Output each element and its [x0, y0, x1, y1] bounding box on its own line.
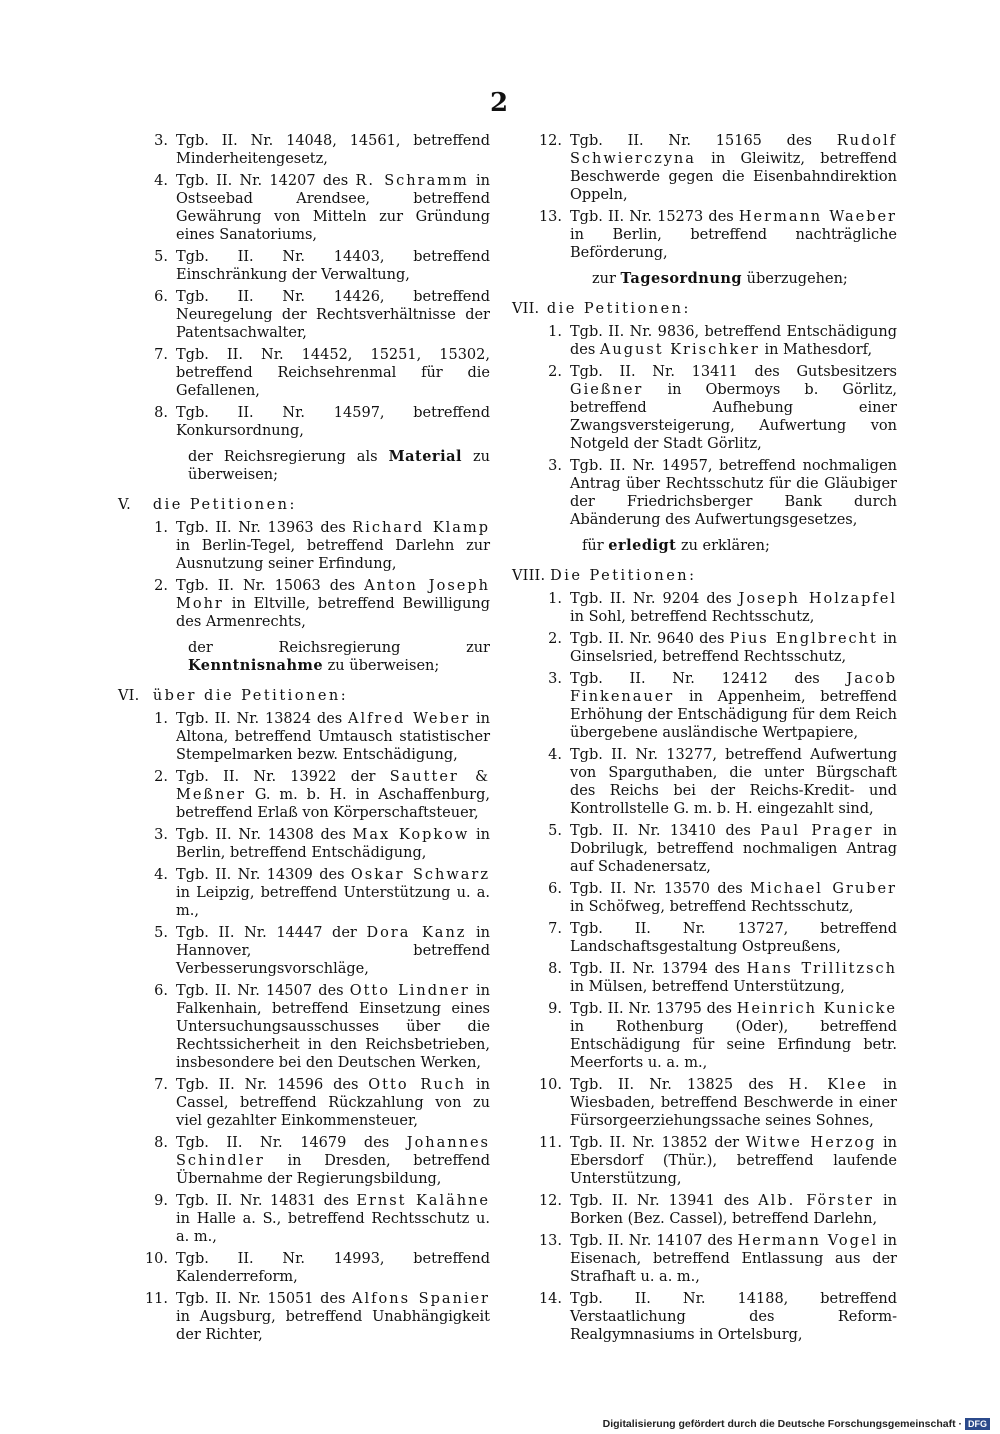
item-text: Tgb. II. Nr. 14597, betreffend Konkursordnung,: [176, 405, 490, 439]
item-number: 7.: [548, 921, 562, 937]
petition-item: [512, 457, 897, 529]
item-number: 11.: [538, 1135, 562, 1151]
petitioner-name: Heinrich Kunicke: [736, 1001, 897, 1017]
item-text-continued: in Falkenhain, betreffend Einsetzung eines Untersuchungsausschusses über die Rechtssicherheit in den Reichsbetrieben, insbesondere bei den Deutschen Werken,: [176, 983, 490, 1071]
petitioner-name: Anton Joseph Mohr: [176, 578, 490, 612]
petitioner-name: Sautter & Meßner: [176, 769, 490, 803]
petition-item: [118, 404, 490, 440]
item-text-continued: in Berlin, betreffend nachträgliche Beförderung,: [570, 227, 897, 261]
petition-item: [512, 670, 897, 742]
dfg-logo: DFG: [965, 1418, 990, 1430]
conclusion-tagesordnung: zur Tagesordnung überzugehen;: [592, 270, 848, 287]
conclusion-material: der Reichsregierung als Material zu überweisen;: [188, 448, 490, 483]
item-number: 2.: [548, 364, 562, 380]
section-v-heading: V. die Petitionen:: [118, 497, 297, 513]
petition-item: [118, 1290, 490, 1344]
footer-text: Digitalisierung gefördert durch die Deutsche Forschungsgemeinschaft ·: [602, 1418, 962, 1430]
petitioner-name: Hans Trillitzsch: [746, 961, 897, 977]
item-text: Tgb. II. Nr. 13922 der: [176, 769, 390, 785]
right-first-items: [512, 132, 897, 262]
petitioner-name: Dora Kanz: [366, 925, 467, 941]
item-number: 7.: [154, 347, 168, 363]
item-text: Tgb. II. Nr. 9836, betreffend Entschädigung des: [570, 324, 897, 358]
petition-item: [118, 1192, 490, 1246]
petition-item: [118, 768, 490, 822]
item-number: 8.: [154, 1135, 168, 1151]
conclusion-erledigt: für erledigt zu erklären;: [582, 537, 770, 554]
petitioner-name: Jacob Finkenauer: [570, 671, 897, 705]
petition-item: [512, 1134, 897, 1188]
petition-item: [118, 1134, 490, 1188]
item-text-continued: in Sohl, betreffend Rechtsschutz,: [570, 609, 815, 625]
item-text: Tgb. II. Nr. 13794 des: [570, 961, 747, 977]
item-text: Tgb. II. Nr. 13941 des: [570, 1193, 759, 1209]
item-text-continued: in Leipzig, betreffend Unterstützung u. a. m.,: [176, 885, 490, 919]
item-text: Tgb. II. Nr. 13963 des: [176, 520, 353, 536]
item-number: 1.: [154, 711, 168, 727]
section-vi-heading: VI. über die Petitionen:: [118, 688, 349, 704]
item-text-continued: in Gleiwitz, betreffend Beschwerde gegen die Eisenbahndirektion Oppeln,: [570, 151, 897, 203]
item-number: 5.: [548, 823, 562, 839]
petition-item: [512, 132, 897, 204]
item-number: 4.: [154, 173, 168, 189]
item-text: Tgb. II. Nr. 13411 des Gutsbesitzers: [570, 364, 897, 380]
item-text: Tgb. II. Nr. 13410 des: [570, 823, 761, 839]
petition-item: [512, 208, 897, 262]
section-vi-items: [118, 710, 490, 1344]
item-text-continued: G. m. b. H. in Aschaffenburg, betreffend Erlaß von Körperschaftsteuer,: [176, 787, 490, 821]
item-text: Tgb. II. Nr. 13852 der: [570, 1135, 746, 1151]
petition-item: [118, 346, 490, 400]
item-text: Tgb. II. Nr. 13825 des: [570, 1077, 789, 1093]
petitioner-name: R. Schramm: [355, 173, 469, 189]
right-column: [512, 132, 897, 1348]
petition-item: [512, 920, 897, 956]
item-text: Tgb. II. Nr. 9204 des: [570, 591, 739, 607]
item-text-continued: in Obermoys b. Görlitz, betreffend Aufhebung einer Zwangsversteigerung, Aufwertung von Notgeld der Stadt Görlitz,: [570, 382, 897, 452]
petitioner-name: Otto Ruch: [368, 1077, 467, 1093]
item-text-continued: in Mülsen, betreffend Unterstützung,: [570, 979, 845, 995]
petitioner-name: Michael Gruber: [750, 881, 897, 897]
item-text: Tgb. II. Nr. 9640 des: [570, 631, 730, 647]
petition-item: [512, 1232, 897, 1286]
item-text: Tgb. II. Nr. 14308 des: [176, 827, 353, 843]
item-number: 13.: [538, 209, 562, 225]
petition-item: [512, 960, 897, 996]
item-number: 12.: [538, 1193, 562, 1209]
section-viii-heading: VIII. Die Petitionen:: [512, 568, 697, 584]
petitioner-name: Hermann Waeber: [738, 209, 897, 225]
item-number: 1.: [154, 520, 168, 536]
footer-credit: [603, 1418, 990, 1430]
petitioner-name: Paul Prager: [760, 823, 874, 839]
section-viii-items: [512, 590, 897, 1344]
petitioner-name: Johannes Schindler: [176, 1135, 490, 1169]
item-text: Tgb. II. Nr. 14679 des: [176, 1135, 407, 1151]
section-vii-heading: VII. die Petitionen:: [512, 301, 691, 317]
item-text: Tgb. II. Nr. 13277, betreffend Aufwertung von Sparguthaben, die unter Bürgschaft des Reichs bei der Reichs-Kredit- und Kontrollstelle G. m. b. H. eingezahlt sind,: [570, 747, 897, 817]
item-number: 2.: [548, 631, 562, 647]
item-text-continued: in Altona, betreffend Umtausch statistischer Stempelmarken bezw. Entschädigung,: [176, 711, 490, 763]
item-text: Tgb. II. Nr. 13795 des: [570, 1001, 737, 1017]
item-text-continued: in Halle a. S., betreffend Rechtsschutz u. a. m.,: [176, 1211, 490, 1245]
petition-item: [118, 172, 490, 244]
item-text: Tgb. II. Nr. 14596 des: [176, 1077, 369, 1093]
petition-item: [512, 363, 897, 453]
item-text: Tgb. II. Nr. 14403, betreffend Einschränkung der Verwaltung,: [176, 249, 490, 283]
petition-item: [512, 1000, 897, 1072]
item-text-continued: in Dobrilugk, betreffend nochmaligen Antrag auf Schadenersatz,: [570, 823, 897, 875]
item-text-continued: in Ebersdorf (Thür.), betreffend laufende Unterstützung,: [570, 1135, 897, 1187]
petitioner-name: Pius Englbrecht: [729, 631, 878, 647]
item-number: 6.: [154, 983, 168, 999]
item-text: Tgb. II. Nr. 14993, betreffend Kalenderreform,: [176, 1251, 490, 1285]
item-text-continued: in Hannover, betreffend Verbesserungsvorschläge,: [176, 925, 490, 977]
petition-item: [118, 132, 490, 168]
item-number: 3.: [154, 827, 168, 843]
item-text: Tgb. II. Nr. 14831 des: [176, 1193, 357, 1209]
item-text: Tgb. II. Nr. 14207 des: [176, 173, 356, 189]
petition-item: [512, 590, 897, 626]
item-text-continued: in Borken (Bez. Cassel), betreffend Darlehn,: [570, 1193, 897, 1227]
item-text: Tgb. II. Nr. 14452, 15251, 15302, betreffend Reichsehrenmal für die Gefallenen,: [176, 347, 490, 399]
item-text: Tgb. II. Nr. 15165 des: [570, 133, 837, 149]
item-text: Tgb. II. Nr. 14957, betreffend nochmaligen Antrag über Rechtsschutz für die Gläubiger der Friedrichsberger Bank durch Abänderung des Aufwertungsgesetzes,: [570, 458, 897, 528]
petition-item: [118, 288, 490, 342]
item-text-continued: in Berlin, betreffend Entschädigung,: [176, 827, 490, 861]
petitioner-name: Gießner: [570, 382, 644, 398]
item-text: Tgb. II. Nr. 13570 des: [570, 881, 751, 897]
petitioner-name: Otto Lindner: [349, 983, 470, 999]
keyword-material: Material: [388, 448, 462, 465]
item-text-continued: in Eisenach, betreffend Entlassung aus der Strafhaft u. a. m.,: [570, 1233, 897, 1285]
petition-item: [512, 1076, 897, 1130]
item-text: Tgb. II. Nr. 15051 des: [176, 1291, 353, 1307]
item-text: Tgb. II. Nr. 15063 des: [176, 578, 365, 594]
petition-item: [512, 822, 897, 876]
petition-item: [512, 1192, 897, 1228]
petition-item: [118, 866, 490, 920]
item-number: 2.: [154, 578, 168, 594]
petitioner-name: Oskar Schwarz: [350, 867, 490, 883]
item-number: 7.: [154, 1077, 168, 1093]
petition-item: [512, 880, 897, 916]
petitioner-name: Witwe Herzog: [745, 1135, 877, 1151]
item-number: 3.: [548, 671, 562, 687]
item-number: 2.: [154, 769, 168, 785]
petitioner-name: Alb. Förster: [758, 1193, 874, 1209]
item-number: 3.: [548, 458, 562, 474]
item-text-continued: in Wiesbaden, betreffend Beschwerde in einer Fürsorgeerziehungssache seines Sohnes,: [570, 1077, 897, 1129]
item-text-continued: in Appenheim, betreffend Erhöhung der Entschädigung für dem Reich übergebene ausländische Wertpapiere,: [570, 689, 897, 741]
item-number: 9.: [548, 1001, 562, 1017]
item-text: Tgb. II. Nr. 15273 des: [570, 209, 739, 225]
petition-item: [118, 519, 490, 573]
item-number: 11.: [144, 1291, 168, 1307]
page-number: 2: [490, 88, 509, 118]
left-first-items: [118, 132, 490, 440]
item-number: 4.: [154, 867, 168, 883]
item-text: Tgb. II. Nr. 14447 der: [176, 925, 367, 941]
petition-item: [118, 1250, 490, 1286]
petition-item: [118, 1076, 490, 1130]
conclusion-kenntnisnahme: der Reichsregierung zur Kenntnisnahme zu überweisen;: [188, 640, 490, 674]
petition-item: [118, 924, 490, 978]
keyword-kenntnisnahme: Kenntnisnahme: [188, 657, 324, 674]
petitioner-name: Joseph Holzapfel: [738, 591, 898, 607]
petition-item: [118, 577, 490, 631]
item-text: Tgb. II. Nr. 14107 des: [570, 1233, 738, 1249]
item-text-continued: in Ginselsried, betreffend Rechtsschutz,: [570, 631, 897, 665]
item-number: 6.: [548, 881, 562, 897]
petition-item: [512, 746, 897, 818]
item-number: 5.: [154, 925, 168, 941]
item-number: 10.: [538, 1077, 562, 1093]
item-text: Tgb. II. Nr. 14188, betreffend Verstaatlichung des Reform-Realgymnasiums in Ortelsburg,: [570, 1291, 897, 1343]
petitioner-name: Alfons Spanier: [352, 1291, 490, 1307]
item-text-continued: in Dresden, betreffend Übernahme der Regierungsbildung,: [176, 1153, 490, 1187]
petitioner-name: Hermann Vogel: [737, 1233, 879, 1249]
item-number: 5.: [154, 249, 168, 265]
item-number: 12.: [538, 133, 562, 149]
left-column: [118, 132, 490, 1348]
item-text-continued: in Mathesdorf,: [759, 342, 873, 358]
item-text: Tgb. II. Nr. 13824 des: [176, 711, 349, 727]
petitioner-name: August Krischker: [599, 342, 760, 358]
section-vii-items: [512, 323, 897, 529]
item-text: Tgb. II. Nr. 13727, betreffend Landschaftsgestaltung Ostpreußens,: [570, 921, 897, 955]
item-number: 10.: [144, 1251, 168, 1267]
petitioner-name: Richard Klamp: [352, 520, 490, 536]
item-text: Tgb. II. Nr. 14048, 14561, betreffend Minderheitengesetz,: [176, 133, 490, 167]
item-number: 1.: [548, 324, 562, 340]
item-text-continued: in Schöfweg, betreffend Rechtsschutz,: [570, 899, 854, 915]
item-number: 13.: [538, 1233, 562, 1249]
item-number: 8.: [154, 405, 168, 421]
item-text-continued: in Ostseebad Arendsee, betreffend Gewährung von Mitteln zur Gründung eines Sanatoriums,: [176, 173, 491, 243]
item-text-continued: in Rothenburg (Oder), betreffend Entschädigung für seine Erfindung betr. Meerforts u. a. m.,: [570, 1019, 897, 1071]
keyword-tagesordnung: Tagesordnung: [620, 270, 743, 287]
item-text-continued: in Eltville, betreffend Bewilligung des Armenrechts,: [176, 596, 490, 630]
item-text: Tgb. II. Nr. 14426, betreffend Neuregelung der Rechtsverhältnisse der Patentsachwalter,: [176, 289, 490, 341]
petition-item: [118, 982, 490, 1072]
item-text-continued: in Augsburg, betreffend Unabhängigkeit der Richter,: [176, 1309, 490, 1343]
item-text-continued: in Cassel, betreffend Rückzahlung von zu viel gezahlter Einkommensteuer,: [176, 1077, 490, 1129]
keyword-erledigt: erledigt: [608, 537, 677, 554]
petitioner-name: Ernst Kalähne: [356, 1193, 490, 1209]
petitioner-name: Rudolf Schwierczyna: [570, 133, 897, 167]
item-number: 1.: [548, 591, 562, 607]
item-text-continued: in Berlin-Tegel, betreffend Darlehn zur Ausnutzung seiner Erfindung,: [176, 538, 490, 572]
item-number: 6.: [154, 289, 168, 305]
item-text: Tgb. II. Nr. 14309 des: [176, 867, 351, 883]
item-text: Tgb. II. Nr. 12412 des: [570, 671, 847, 687]
petitioner-name: Max Kopkow: [352, 827, 470, 843]
petition-item: [512, 323, 897, 359]
item-number: 3.: [154, 133, 168, 149]
petition-item: [512, 1290, 897, 1344]
petitioner-name: Alfred Weber: [348, 711, 471, 727]
item-text: Tgb. II. Nr. 14507 des: [176, 983, 350, 999]
petitioner-name: H. Klee: [788, 1077, 868, 1093]
item-number: 8.: [548, 961, 562, 977]
item-number: 4.: [548, 747, 562, 763]
petition-item: [118, 710, 490, 764]
section-v-items: [118, 519, 490, 631]
item-number: 9.: [154, 1193, 168, 1209]
item-number: 14.: [538, 1291, 562, 1307]
petition-item: [118, 826, 490, 862]
petition-item: [512, 630, 897, 666]
petition-item: [118, 248, 490, 284]
